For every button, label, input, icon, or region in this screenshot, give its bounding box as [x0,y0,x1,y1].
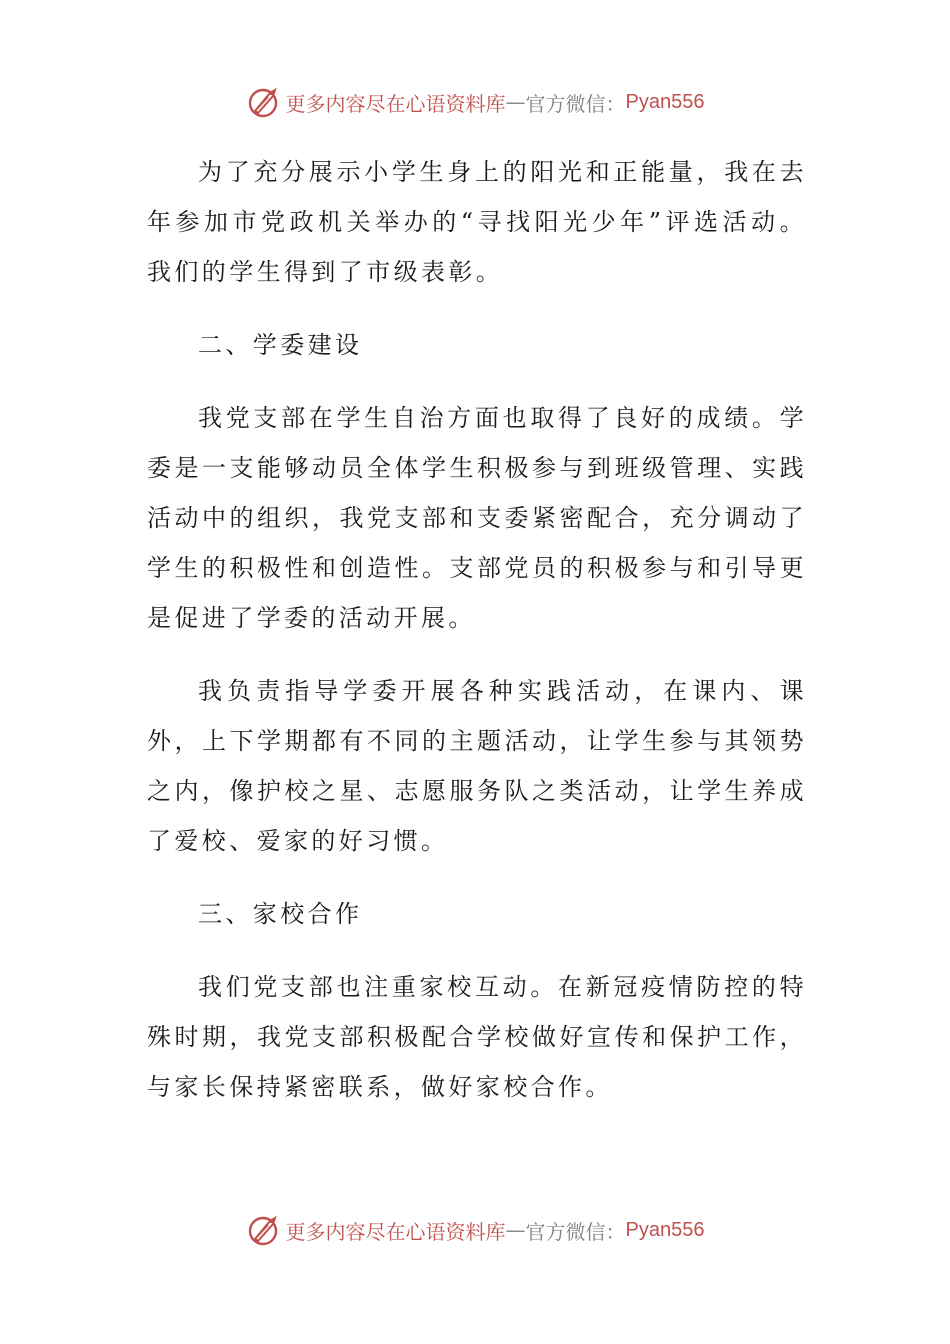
document-body [147,147,807,1112]
banner-brand-text: 更多内容尽在心语资料库 [285,91,506,116]
banner-official-label: 官方微信： [525,91,626,116]
banner-brand-text: 更多内容尽在心语资料库 [285,1219,506,1244]
pen-nib-circle-icon [246,1212,282,1248]
banner-dash: — [505,1218,526,1242]
banner-wechat-id: Pyan556 [625,1218,705,1241]
banner-official-label: 官方微信： [525,1219,626,1244]
banner-wechat-id: Pyan556 [625,90,705,113]
header-banner [0,82,950,122]
paragraph-home-school: 我们党支部也注重家校互动。在新冠疫情防控的特殊时期，我党支部积极配合学校做好宣传和保护工作，与家长保持紧密联系，做好家校合作。 [147,973,807,1101]
section-heading-home-school: 三、家校合作 [198,900,363,928]
section-heading-study-committee: 二、学委建设 [198,331,363,359]
paragraph-practice-activities: 我负责指导学委开展各种实践活动，在课内、课外，上下学期都有不同的主题活动，让学生参与其领势之内，像护校之星、志愿服务队之类活动，让学生养成了爱校、爱家的好习惯。 [147,677,807,855]
paragraph-study-committee: 我党支部在学生自治方面也取得了良好的成绩。学委是一支能够动员全体学生积极参与到班级管理、实践活动中的组织，我党支部和支委紧密配合，充分调动了学生的积极性和创造性。支部党员的积极参与和引导更是促进了学委的活动开展。 [147,404,807,632]
pen-nib-circle-icon [246,84,282,120]
footer-banner [0,1210,950,1250]
banner-dash: — [505,90,526,114]
paragraph-sunshine-youth: 为了充分展示小学生身上的阳光和正能量，我在去年参加市党政机关举办的“寻找阳光少年”评选活动。我们的学生得到了市级表彰。 [147,158,807,286]
